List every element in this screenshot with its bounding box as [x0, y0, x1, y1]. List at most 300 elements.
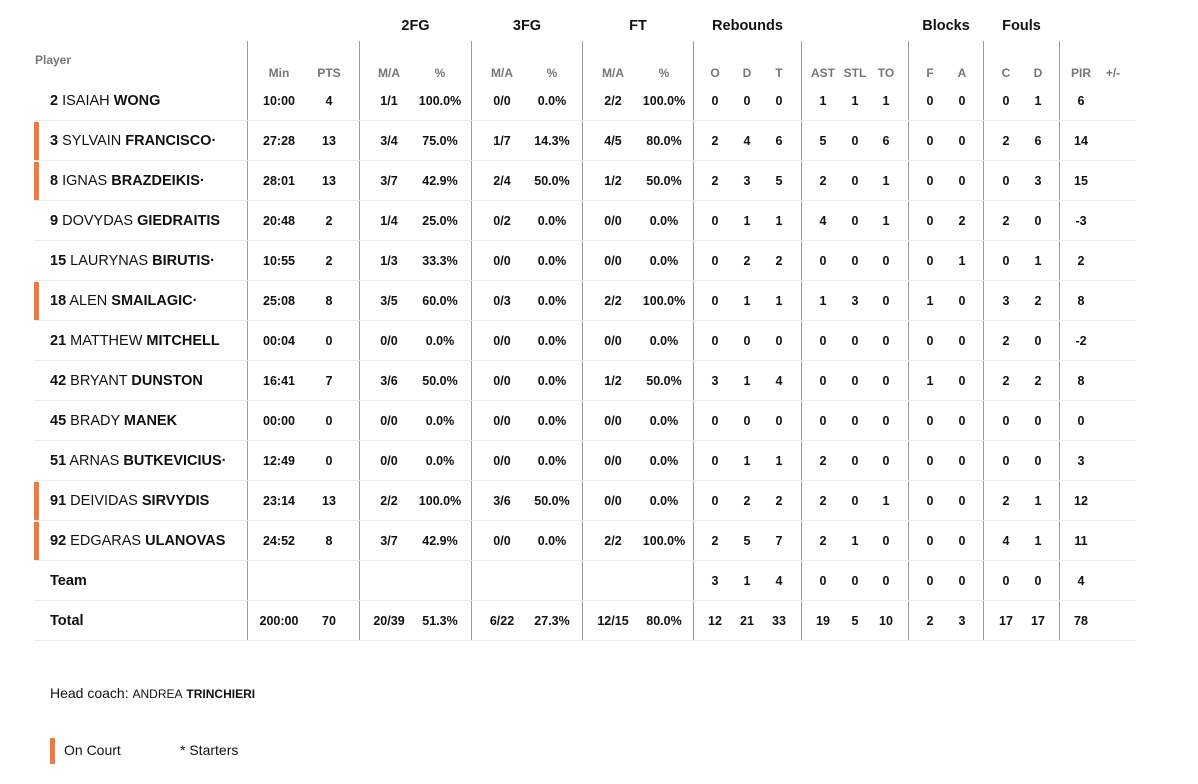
- stat-ast: 4: [819, 214, 827, 228]
- player-name[interactable]: [50, 201, 220, 241]
- stat-foul-d: 1: [1034, 94, 1042, 108]
- stat-min: 20:48: [263, 214, 295, 228]
- stat-reb-o: 12: [708, 614, 722, 628]
- stat-ft-ma: 1/2: [604, 174, 622, 188]
- head-coach-last-name: TRINCHIERI: [186, 687, 256, 701]
- stat-reb-t: 6: [775, 134, 783, 148]
- stat-reb-o: 0: [711, 334, 719, 348]
- stat-ft-pct: 100.0%: [642, 94, 686, 108]
- stat-2fg-pct: 42.9%: [422, 174, 458, 188]
- stat-2fg-ma: 0/0: [380, 454, 398, 468]
- player-num: 91: [50, 493, 67, 509]
- player-name[interactable]: [50, 521, 225, 561]
- stat-reb-o: 0: [711, 254, 719, 268]
- stat-3fg-pct: 0.0%: [537, 214, 567, 228]
- stat-min: 16:41: [263, 374, 295, 388]
- stat-stl: 1: [851, 94, 859, 108]
- stat-stl: 0: [851, 374, 859, 388]
- stat-ast: 1: [819, 294, 827, 308]
- stat-2fg-pct: 51.3%: [422, 614, 458, 628]
- stat-ft-ma: 0/0: [604, 334, 622, 348]
- stat-pir: 3: [1077, 454, 1085, 468]
- stat-blk-a: 0: [958, 134, 966, 148]
- stat-2fg-pct: 50.0%: [422, 374, 458, 388]
- sub-header-pts: PTS: [317, 66, 341, 80]
- stat-pir: 8: [1077, 374, 1085, 388]
- stat-foul-c: 2: [1002, 214, 1010, 228]
- player-starter-mark: ·: [210, 253, 215, 269]
- team-label: Team: [50, 573, 87, 589]
- player-name[interactable]: [50, 121, 216, 161]
- stat-2fg-ma: 3/7: [380, 534, 398, 548]
- stat-pts: 0: [325, 414, 333, 428]
- stat-blk-a: 0: [958, 294, 966, 308]
- stat-reb-d: 5: [743, 534, 751, 548]
- player-last: MITCHELL: [146, 333, 220, 349]
- player-first: DEIVIDAS: [70, 493, 138, 509]
- stat-pts: 70: [322, 614, 336, 628]
- stat-3fg-pct: 14.3%: [534, 134, 570, 148]
- stat-reb-t: 4: [775, 574, 783, 588]
- stat-2fg-ma: 3/7: [380, 174, 398, 188]
- stat-reb-t: 33: [772, 614, 786, 628]
- player-name[interactable]: [50, 81, 160, 121]
- stat-pir: 14: [1074, 134, 1088, 148]
- stat-reb-t: 4: [775, 374, 783, 388]
- stat-reb-d: 1: [743, 374, 751, 388]
- stat-reb-o: 0: [711, 494, 719, 508]
- group-header-2fg: 2FG: [401, 18, 430, 34]
- sub-header-stl: STL: [843, 66, 867, 80]
- on-court-legend-label: On Court: [64, 742, 121, 758]
- table-row: [34, 121, 1135, 161]
- player-last: BIRUTIS: [152, 253, 211, 269]
- stat-ast: 1: [819, 94, 827, 108]
- stat-to: 1: [882, 214, 890, 228]
- on-court-marker: [34, 122, 39, 160]
- stat-pir: 8: [1077, 294, 1085, 308]
- stat-3fg-pct: 0.0%: [537, 534, 567, 548]
- stat-foul-d: 1: [1034, 534, 1042, 548]
- stat-reb-o: 0: [711, 454, 719, 468]
- player-num: 3: [50, 133, 59, 149]
- group-header-3fg: 3FG: [512, 18, 542, 34]
- stat-stl: 1: [851, 534, 859, 548]
- stat-2fg-ma: 0/0: [380, 414, 398, 428]
- player-num: 8: [50, 173, 59, 189]
- stat-2fg-ma: 1/4: [380, 214, 398, 228]
- stat-2fg-ma: 1/3: [380, 254, 398, 268]
- stat-ft-pct: 0.0%: [649, 494, 679, 508]
- stat-pts: 0: [325, 454, 333, 468]
- stat-reb-o: 2: [711, 174, 719, 188]
- sub-header-2fg-ma: M/A: [378, 66, 400, 80]
- sub-header-reb-d: D: [742, 66, 752, 80]
- stat-2fg-pct: 0.0%: [425, 414, 455, 428]
- player-last: SMAILAGIC: [111, 293, 193, 309]
- stat-pir: 11: [1074, 534, 1088, 548]
- stat-pts: 8: [325, 294, 333, 308]
- stat-stl: 3: [851, 294, 859, 308]
- stat-foul-c: 0: [1002, 454, 1010, 468]
- stat-ft-pct: 0.0%: [649, 254, 679, 268]
- player-last: SIRVYDIS: [141, 493, 210, 509]
- stat-blk-a: 1: [958, 254, 966, 268]
- sub-header-ft-pct: %: [658, 66, 670, 80]
- stat-blk-a: 0: [958, 494, 966, 508]
- stat-ft-ma: 0/0: [604, 254, 622, 268]
- stat-pts: 13: [322, 174, 336, 188]
- stat-to: 0: [882, 534, 890, 548]
- stat-pir: 0: [1077, 414, 1085, 428]
- stat-pts: 2: [325, 254, 333, 268]
- stat-pir: -3: [1075, 214, 1087, 228]
- stat-min: 10:55: [263, 254, 295, 268]
- stat-3fg-pct: 50.0%: [534, 174, 570, 188]
- stat-ft-pct: 0.0%: [649, 214, 679, 228]
- stat-reb-o: 0: [711, 294, 719, 308]
- stat-ft-ma: 2/2: [604, 534, 622, 548]
- starters-legend-label: * Starters: [180, 742, 239, 758]
- stat-reb-t: 7: [775, 534, 783, 548]
- player-last: ULANOVAS: [145, 533, 226, 549]
- stat-2fg-ma: 3/4: [380, 134, 398, 148]
- stat-3fg-ma: 0/0: [493, 94, 511, 108]
- stat-foul-c: 2: [1002, 134, 1010, 148]
- stat-reb-d: 1: [743, 294, 751, 308]
- stat-3fg-pct: 0.0%: [537, 294, 567, 308]
- stat-pir: 4: [1077, 574, 1085, 588]
- stat-ast: 5: [819, 134, 827, 148]
- player-first: SYLVAIN: [62, 133, 122, 149]
- stat-reb-t: 1: [775, 454, 783, 468]
- stat-ft-pct: 100.0%: [642, 534, 686, 548]
- stat-blk-a: 0: [958, 174, 966, 188]
- stat-ft-ma: 2/2: [604, 94, 622, 108]
- stat-stl: 0: [851, 334, 859, 348]
- stat-foul-c: 0: [1002, 574, 1010, 588]
- stat-pts: 13: [322, 134, 336, 148]
- stat-to: 1: [882, 174, 890, 188]
- stat-ast: 19: [816, 614, 830, 628]
- stat-2fg-ma: 0/0: [380, 334, 398, 348]
- stat-ast: 0: [819, 374, 827, 388]
- sub-header-plus-minus: +/-: [1105, 66, 1121, 80]
- stat-reb-o: 0: [711, 94, 719, 108]
- stat-ft-ma: 0/0: [604, 414, 622, 428]
- stat-foul-d: 3: [1034, 174, 1042, 188]
- stat-stl: 0: [851, 254, 859, 268]
- stat-reb-d: 4: [743, 134, 751, 148]
- stat-ast: 2: [819, 494, 827, 508]
- player-name[interactable]: [50, 321, 220, 361]
- stat-reb-t: 2: [775, 254, 783, 268]
- stat-blk-f: 0: [926, 254, 934, 268]
- stat-foul-d: 0: [1034, 334, 1042, 348]
- stat-foul-c: 0: [1002, 94, 1010, 108]
- player-num: 2: [50, 93, 59, 109]
- player-column-header: Player: [35, 53, 72, 67]
- stat-blk-f: 1: [926, 374, 934, 388]
- stat-stl: 0: [851, 574, 859, 588]
- stat-3fg-ma: 0/0: [493, 534, 511, 548]
- group-header-fouls: Fouls: [1002, 18, 1041, 34]
- on-court-marker: [34, 482, 39, 520]
- stat-pts: 0: [325, 334, 333, 348]
- stat-3fg-pct: 0.0%: [537, 94, 567, 108]
- stat-2fg-pct: 60.0%: [422, 294, 458, 308]
- stat-pts: 13: [322, 494, 336, 508]
- stat-reb-t: 1: [775, 294, 783, 308]
- table-row: [34, 401, 1135, 441]
- player-starter-mark: ·: [192, 293, 198, 309]
- stat-reb-d: 1: [743, 574, 751, 588]
- player-name[interactable]: [50, 441, 227, 481]
- sub-header-3fg-ma: M/A: [491, 66, 513, 80]
- table-row: [34, 241, 1135, 281]
- stat-min: 10:00: [263, 94, 295, 108]
- stat-foul-c: 0: [1002, 254, 1010, 268]
- stat-to: 1: [882, 94, 890, 108]
- on-court-marker: [34, 522, 39, 560]
- sub-header-reb-t: T: [775, 66, 783, 80]
- stat-reb-o: 2: [711, 134, 719, 148]
- player-name[interactable]: [50, 361, 203, 401]
- player-name[interactable]: [50, 241, 215, 281]
- player-name[interactable]: [50, 281, 198, 321]
- stat-min: 200:00: [259, 614, 299, 628]
- stat-2fg-pct: 42.9%: [422, 534, 458, 548]
- stat-reb-d: 1: [743, 454, 751, 468]
- stat-blk-f: 0: [926, 414, 934, 428]
- stat-reb-t: 0: [775, 414, 783, 428]
- player-first: ISAIAH: [62, 93, 110, 109]
- player-name[interactable]: [50, 481, 209, 521]
- stat-reb-o: 2: [711, 534, 719, 548]
- stat-ft-pct: 0.0%: [649, 334, 679, 348]
- table-row: [34, 481, 1135, 521]
- team-row: [34, 561, 1135, 601]
- stat-foul-d: 17: [1031, 614, 1045, 628]
- stat-blk-a: 0: [958, 574, 966, 588]
- stat-blk-a: 2: [958, 214, 966, 228]
- stat-min: 25:08: [263, 294, 295, 308]
- stat-2fg-pct: 100.0%: [418, 94, 462, 108]
- stat-3fg-ma: 3/6: [493, 494, 511, 508]
- table-row: [34, 281, 1135, 321]
- table-row: [34, 361, 1135, 401]
- stat-2fg-pct: 25.0%: [422, 214, 458, 228]
- stat-to: 0: [882, 254, 890, 268]
- stat-foul-c: 3: [1002, 294, 1010, 308]
- stat-blk-f: 1: [926, 294, 934, 308]
- stat-blk-f: 0: [926, 534, 934, 548]
- stat-foul-d: 6: [1034, 134, 1042, 148]
- player-num: 45: [50, 413, 67, 429]
- stat-blk-a: 0: [958, 454, 966, 468]
- stat-ft-ma: 12/15: [597, 614, 629, 628]
- stat-reb-t: 1: [775, 214, 783, 228]
- stat-ast: 0: [819, 254, 827, 268]
- sub-header-ast: AST: [811, 66, 835, 80]
- box-score-table: [34, 0, 1135, 642]
- player-name[interactable]: [50, 161, 205, 201]
- head-coach: [50, 685, 255, 701]
- stat-foul-d: 1: [1034, 494, 1042, 508]
- stat-ft-ma: 1/2: [604, 374, 622, 388]
- stat-blk-f: 0: [926, 94, 934, 108]
- stat-3fg-ma: 6/22: [489, 614, 515, 628]
- stat-pir: 6: [1077, 94, 1085, 108]
- stat-pts: 8: [325, 534, 333, 548]
- stat-stl: 0: [851, 494, 859, 508]
- stat-ast: 0: [819, 414, 827, 428]
- stat-3fg-ma: 0/2: [493, 214, 511, 228]
- stat-blk-a: 0: [958, 374, 966, 388]
- stat-ft-pct: 50.0%: [646, 174, 682, 188]
- sub-header-ft-ma: M/A: [602, 66, 624, 80]
- player-last: GIEDRAITIS: [137, 213, 221, 229]
- player-starter-mark: ·: [199, 173, 205, 189]
- stat-pts: 4: [325, 94, 333, 108]
- on-court-legend-marker: [50, 738, 55, 764]
- total-row: [34, 601, 1135, 641]
- sub-header-foul-d: D: [1033, 66, 1043, 80]
- group-header-rebounds: Rebounds: [712, 18, 783, 34]
- stat-to: 6: [882, 134, 890, 148]
- stat-2fg-pct: 100.0%: [418, 494, 462, 508]
- stat-stl: 5: [851, 614, 859, 628]
- stat-to: 0: [882, 414, 890, 428]
- stat-3fg-pct: 50.0%: [534, 494, 570, 508]
- stat-to: 0: [882, 374, 890, 388]
- table-row: [34, 161, 1135, 201]
- player-first: ARNAS: [69, 453, 120, 469]
- stat-stl: 0: [851, 414, 859, 428]
- stat-reb-d: 0: [743, 334, 751, 348]
- group-header-blocks: Blocks: [922, 18, 970, 34]
- stat-3fg-ma: 0/0: [493, 454, 511, 468]
- stat-3fg-ma: 0/0: [493, 414, 511, 428]
- player-name[interactable]: [50, 401, 177, 441]
- stat-3fg-ma: 0/0: [493, 254, 511, 268]
- stat-min: 28:01: [263, 174, 295, 188]
- head-coach-first-name: ANDREA: [132, 687, 183, 701]
- stat-2fg-pct: 0.0%: [425, 454, 455, 468]
- sub-header-min: Min: [268, 66, 290, 80]
- stat-reb-d: 0: [743, 94, 751, 108]
- stat-2fg-pct: 33.3%: [422, 254, 458, 268]
- stat-ft-pct: 80.0%: [646, 134, 682, 148]
- sub-header-reb-o: O: [710, 66, 720, 80]
- total-label: Total: [50, 613, 84, 629]
- stat-3fg-ma: 0/0: [493, 374, 511, 388]
- stat-blk-f: 0: [926, 454, 934, 468]
- stat-2fg-ma: 3/6: [380, 374, 398, 388]
- stat-2fg-ma: 3/5: [380, 294, 398, 308]
- stat-2fg-pct: 0.0%: [425, 334, 455, 348]
- stat-min: 24:52: [263, 534, 295, 548]
- on-court-marker: [34, 282, 39, 320]
- stat-min: 00:00: [263, 414, 295, 428]
- player-starter-mark: ·: [221, 453, 227, 469]
- stat-pts: 7: [325, 374, 333, 388]
- stat-blk-f: 0: [926, 494, 934, 508]
- stat-pts: 2: [325, 214, 333, 228]
- sub-header-3fg-pct: %: [546, 66, 558, 80]
- player-num: 18: [50, 293, 67, 309]
- player-last: BUTKEVICIUS: [123, 453, 222, 469]
- stat-to: 0: [882, 454, 890, 468]
- table-row: [34, 441, 1135, 481]
- stat-blk-f: 0: [926, 214, 934, 228]
- stat-ft-pct: 50.0%: [646, 374, 682, 388]
- stat-ft-ma: 0/0: [604, 494, 622, 508]
- stat-reb-d: 2: [743, 254, 751, 268]
- stat-ft-ma: 0/0: [604, 214, 622, 228]
- stat-3fg-ma: 0/0: [493, 334, 511, 348]
- stat-reb-o: 0: [711, 414, 719, 428]
- stat-foul-d: 0: [1034, 414, 1042, 428]
- player-num: 9: [50, 213, 59, 229]
- stat-pir: 78: [1074, 614, 1088, 628]
- player-first: IGNAS: [62, 173, 108, 189]
- stat-reb-o: 3: [711, 574, 719, 588]
- stat-blk-a: 0: [958, 94, 966, 108]
- stat-reb-d: 0: [743, 414, 751, 428]
- stat-to: 10: [879, 614, 893, 628]
- player-last: DUNSTON: [131, 373, 203, 389]
- player-first: DOVYDAS: [62, 213, 134, 229]
- sub-header-blk-f: F: [926, 66, 934, 80]
- stat-foul-c: 17: [999, 614, 1013, 628]
- stat-ast: 2: [819, 454, 827, 468]
- stat-min: 00:04: [263, 334, 295, 348]
- stat-reb-o: 3: [711, 374, 719, 388]
- stat-ft-ma: 2/2: [604, 294, 622, 308]
- player-first: LAURYNAS: [70, 253, 149, 269]
- stat-ft-pct: 100.0%: [642, 294, 686, 308]
- sub-header-foul-c: C: [1001, 66, 1011, 80]
- stat-min: 12:49: [263, 454, 295, 468]
- group-header-ft: FT: [629, 18, 647, 34]
- stat-to: 1: [882, 494, 890, 508]
- stat-ft-ma: 0/0: [604, 454, 622, 468]
- stat-min: 23:14: [263, 494, 295, 508]
- stat-reb-o: 0: [711, 214, 719, 228]
- stat-3fg-pct: 0.0%: [537, 254, 567, 268]
- stat-blk-f: 0: [926, 334, 934, 348]
- stat-3fg-pct: 0.0%: [537, 454, 567, 468]
- stat-stl: 0: [851, 174, 859, 188]
- stat-ast: 0: [819, 334, 827, 348]
- stat-foul-c: 2: [1002, 374, 1010, 388]
- stat-reb-t: 0: [775, 94, 783, 108]
- stat-blk-a: 0: [958, 334, 966, 348]
- player-first: ALEN: [69, 293, 108, 309]
- player-first: MATTHEW: [70, 333, 143, 349]
- stat-reb-t: 2: [775, 494, 783, 508]
- stat-ft-pct: 0.0%: [649, 414, 679, 428]
- player-num: 42: [50, 373, 67, 389]
- stat-foul-c: 4: [1002, 534, 1010, 548]
- stat-blk-f: 0: [926, 574, 934, 588]
- stat-reb-d: 3: [743, 174, 751, 188]
- sub-header-blk-a: A: [957, 66, 967, 80]
- player-last: FRANCISCO: [125, 133, 212, 149]
- stat-ft-ma: 4/5: [604, 134, 622, 148]
- stat-ft-pct: 80.0%: [646, 614, 682, 628]
